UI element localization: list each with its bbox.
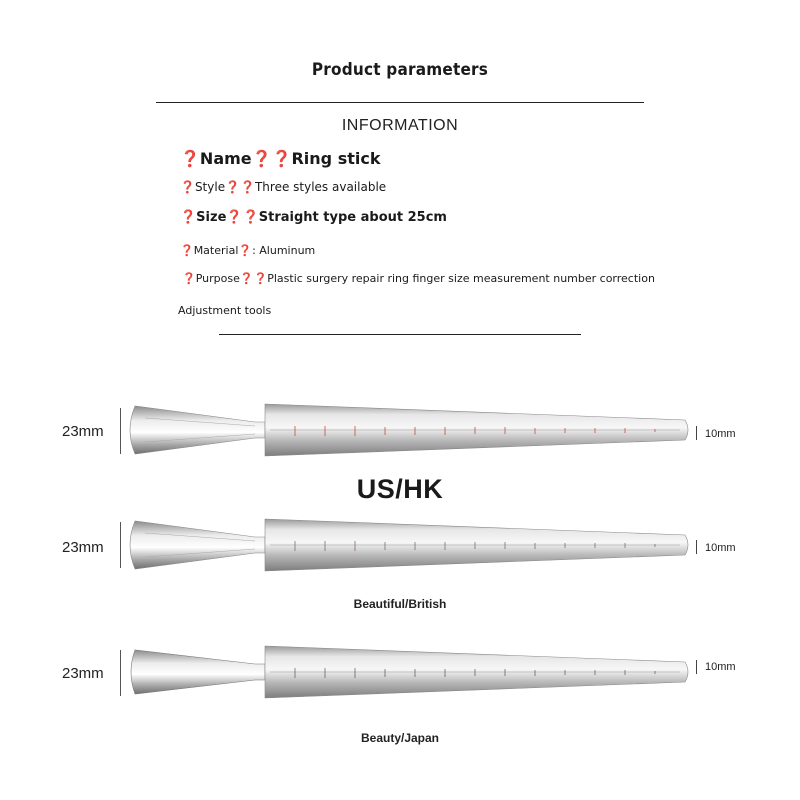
ring-stick-image	[125, 400, 695, 460]
style-caption-japan: Beauty/Japan	[360, 731, 440, 745]
page-title: Product parameters	[311, 60, 489, 80]
spec-name: ❓Name❓❓Ring stick	[180, 149, 381, 168]
spec-purpose-cont: Adjustment tools	[178, 304, 272, 317]
info-heading: INFORMATION	[341, 117, 459, 134]
spec-size: ❓Size❓❓Straight type about 25cm	[180, 210, 447, 225]
style-caption-us-hk: US/HK	[356, 474, 444, 504]
ring-stick-image	[125, 515, 695, 575]
right-dimension-label: 10mm	[705, 542, 736, 554]
spec-purpose: ❓Purpose❓❓Plastic surgery repair ring finger size measurement number correction	[182, 272, 655, 285]
right-dimension-label: 10mm	[705, 428, 736, 440]
left-dimension-label: 23mm	[62, 539, 104, 556]
left-dimension-label: 23mm	[62, 423, 104, 440]
right-dimension-tick	[696, 426, 697, 440]
spec-material: ❓Material❓: Aluminum	[180, 244, 316, 257]
title-divider	[156, 102, 644, 103]
right-dimension-tick	[696, 540, 697, 554]
spec-style: ❓Style❓❓Three styles available	[180, 180, 387, 194]
dimension-bracket	[120, 408, 121, 454]
style-caption-british: Beautiful/British	[353, 597, 447, 611]
right-dimension-tick	[696, 660, 697, 674]
ring-stick-image	[125, 642, 695, 702]
left-dimension-label: 23mm	[62, 665, 104, 682]
dimension-bracket	[120, 650, 121, 696]
dimension-bracket	[120, 522, 121, 568]
right-dimension-label: 10mm	[705, 661, 736, 673]
info-divider	[219, 334, 581, 335]
